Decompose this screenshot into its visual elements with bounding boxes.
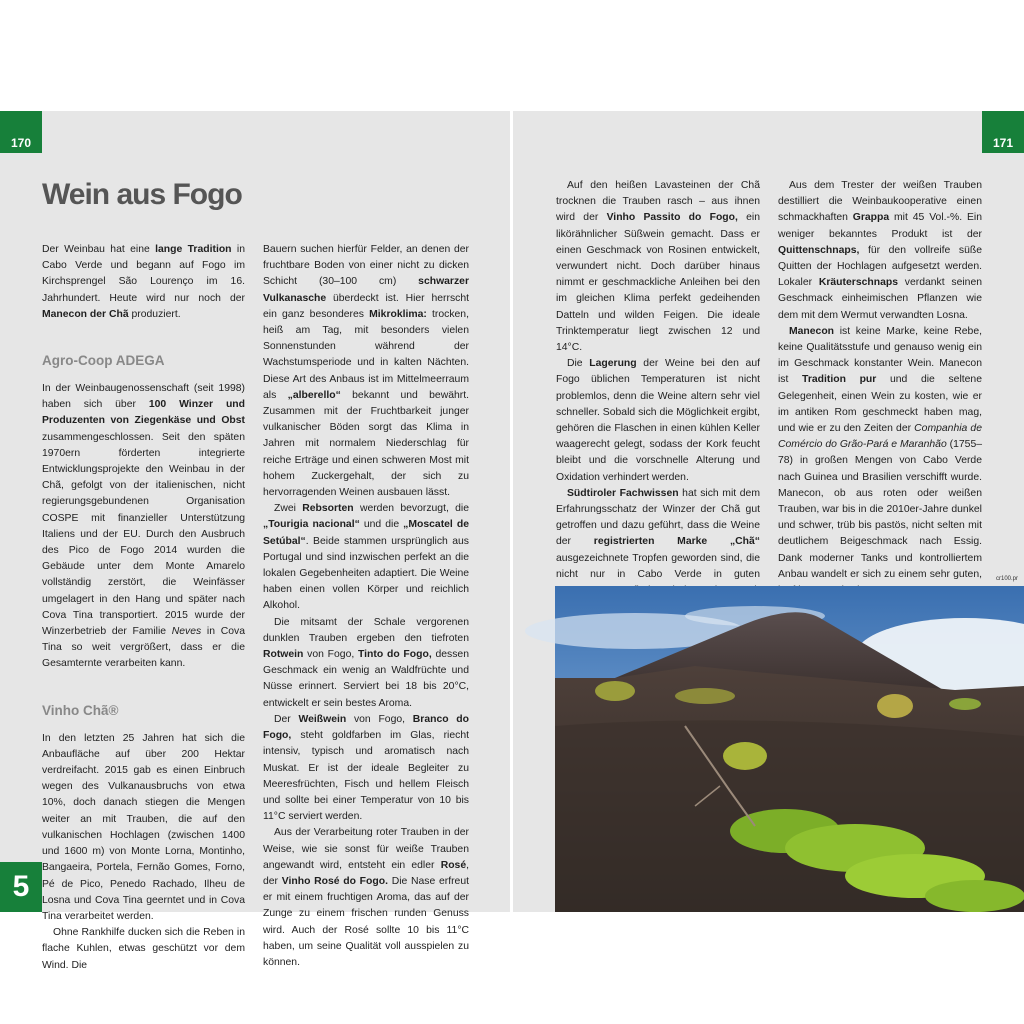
page-number-left: 170 (0, 111, 42, 153)
col3-paragraph-2: Die Lagerung der Weine bei den auf Fogo üblichen Temperaturen ist nicht problemlos, denn die Weine altern sehr viel schneller. Sobald sich die Möglichkeit ergibt, gehören die Flaschen in einen kühlen Keller waagerecht gelegt, sodass der Kork feucht bleibt und die vorschnelle Alterung und Oxidation verhindert werden. (556, 358, 760, 483)
col2-paragraph-4: Der Weißwein von Fogo, Branco do Fogo, steht goldfarben im Glas, riecht intensiv, typisch und aromatisch nach Muskat. Er ist der ideale Begleiter zu Meeresfrüchten, Fisch und hellem Fleisch und sollte bei einer Temperatur von 10 bis 11°C serviert werden. (263, 713, 469, 823)
col3-paragraph-3: Südtiroler Fachwissen hat sich mit dem Erfahrungsschatz der Winzer der Chã gut getroffen und dazu geführt, dass die Weine der registrierten Marke „Chã“ ausgezeichnete Tropfen geworden sind, die nicht nur in Cabo Verde in guten (556, 487, 760, 580)
col2-paragraph-5: Aus der Verarbeitung roter Trauben in der Weise, wie sie sonst für weiße Trauben angewandt wird, entsteht ein edler Rosé, der Vinho Rosé do Fogo. Die Nase erfreut er mit einem fruchtigen Aroma, das auf der Zunge zu einem frischen runden Genuss wird. Auch der Rosé sollte 10 bis 11°C haben, um seine Qualität voll ausspielen zu können. (263, 827, 470, 968)
column-3 (556, 178, 760, 615)
col4-paragraph-2: Manecon ist keine Marke, keine Rebe, keine Qualitätsstufe und genauso wenig ein im Geschmack konstanter Wein. Manecon ist Tradition pur und die seltene Gelegenheit, einen Wein zu kosten, wie er im antiken Rom geschmeckt haben mag, und wie er zu den Zeiten der Companhia de Comércio do Grão-Pará e Maranhão (1755–78) in großen Mengen von Cabo Verde nach Guinea und Brasilien verschifft wurde. Manecon, ob aus roten oder weißen Trauben, war bis in die 2010er-Jahre dunkel und schwer, trüb bis pastös, nicht selten mit deutlichem Beigeschmack nach Essig. Dank moderner Tanks und kontrolliertem Anbau wandelt er sich zu einem sehr guten, (778, 325, 982, 580)
col4-paragraph-1: Aus dem Trester der weißen Trauben destilliert die Weinbaukooperative einen schmackhaften Grappa mit 45 Vol.-%. Ein weniger bekanntes Produkt ist der Quittenschnaps, für den vollreife süße Quitten der Hochlagen aufgesetzt werden. Lokaler Kräuterschnaps verdankt seinen Geschmack einheimischen Pflanzen wie dem mit dem Wermut verwandten Losna. (778, 180, 983, 321)
vinho-cha-paragraph-2: Ohne Rankhilfe ducken sich die Reben in flache Kuhlen, etwas geschützt vor dem Wind. Die (42, 927, 245, 971)
left-page (0, 111, 510, 971)
column-1 (42, 242, 245, 974)
section-heading-vinho-cha: Vinho Chã® (42, 702, 119, 718)
intro-paragraph: Der Weinbau hat eine lange Tradition in Cabo Verde und begann auf Fogo im Kirchsprengel São Lourenço im 16. Jahrhundert. Heute wird nur noch der Manecon der Chã produziert. (42, 244, 245, 320)
section-heading-agro-coop: Agro-Coop ADEGA (42, 353, 165, 369)
agro-coop-paragraph: In der Weinbaugenossenschaft (seit 1998) haben sich über 100 Winzer und Produzenten von Ziegenkäse und Obst zusammengeschlossen. Seit den späten 1970ern förderten integrierte Entwicklungsprojekte den Weinbau in der Chã, gefolgt von der italienischen, nicht regierungsgebundenen Organisation COSPE mit finanzieller Unterstützung Italiens und der EU. Durch den Ausbruch des Pico de Fogo 2014 wurden die Gebäude unter dem Monte Amarelo vollständig zerstört, die Weinfässer umgelagert in den Hang und später nach Cova Tina transportiert. 2015 wurde der Winzerbetrieb der Familie Neves in Cova Tina so weit vergrößert, dass er die Gesamternte verarbeiten kann. (42, 383, 245, 670)
chapter-tab: 5 (0, 862, 42, 912)
photo-credit: cr100.pr (995, 576, 1018, 582)
right-page (513, 111, 1024, 912)
col2-paragraph-2: Zwei Rebsorten werden bevorzugt, die „Tourigia nacional“ und die „Moscatel de Setúbal“. Beide stammen ursprünglich aus Portugal und sind inzwischen perfekt an die lokalen Gegebenheiten adaptiert. Die Weine haben einen vollen Körper und reichlich Alkohol. (263, 503, 470, 612)
page-title: Wein aus Fogo (42, 178, 242, 211)
col3-paragraph-1: Auf den heißen Lavasteinen der Chã trocknen die Trauben rasch – aus ihnen wird der Vinho Passito do Fogo, ein likörähnlicher Süßwein gemacht. Dass er einen Geschmack von Rosinen entwickelt, verwundert nicht. Doch darüber hinaus nimmt er geschmackliche Anleihen bei den im gleichen Klima perfekt gedeihenden Datteln und wilden Feigen. Die ideale Trinktemperatur liegt zwischen 12 und 14°C. (556, 180, 760, 354)
page-number-right: 171 (982, 111, 1024, 153)
vinho-cha-paragraph-1: In den letzten 25 Jahren hat sich die Anbaufläche auf über 200 Hektar verdreifacht. 2015 gab es einen Einbruch wegen des Vulkanausbruchs von etwa 10%, doch danach stiegen die Mengen weiter an mit Trauben, die auf den vulkanischen Hochlagen (zwischen 1400 und 1600 m) von Monte Lorna, Montinho, Bangaeira, Portela, Fernão Gomes, Forno, Pé de Pico, Penedo Rachado, Ilheu de Losna und Cova Tina geerntet und in Cova Tina verarbeitet werden. (42, 732, 245, 922)
column-2 (263, 242, 469, 971)
vineyard-volcano-photo (555, 586, 1024, 912)
col2-paragraph-1: Bauern suchen hierfür Felder, an denen der fruchtbare Boden von einer nicht zu dicken Schicht (30–100 cm) schwarzer Vulkanasche überdeckt ist. Hier herrscht ein ganz besonderes Mikroklima: trocken, heiß am Tag, mit besonders vielen Sonnenstunden während der Wachstumsperiode und in kalten Nächten. Diese Art des Anbaus ist im Mittelmeerraum als „alberello“ bekannt und bewährt. Zusammen mit der Fruchtbarkeit junger vulkanischer Böden sorgt das Klima in Jahren mit normalem Niederschlag für reiche Erträge und einen schweren Most mit hohem Zuckergehalt, der sich zu hervorragenden Weinen ausbauen lässt. (263, 244, 470, 499)
col2-paragraph-3: Die mitsamt der Schale vergorenen dunklen Trauben ergeben den tiefroten Rotwein von Fogo, Tinto do Fogo, dessen Geschmack ein wenig an Waldfrüchte und Nüsse erinnert. Serviert bei 18 bis 20°C, entwickelt er sein bestes Aroma. (263, 616, 469, 709)
column-4 (778, 178, 982, 599)
